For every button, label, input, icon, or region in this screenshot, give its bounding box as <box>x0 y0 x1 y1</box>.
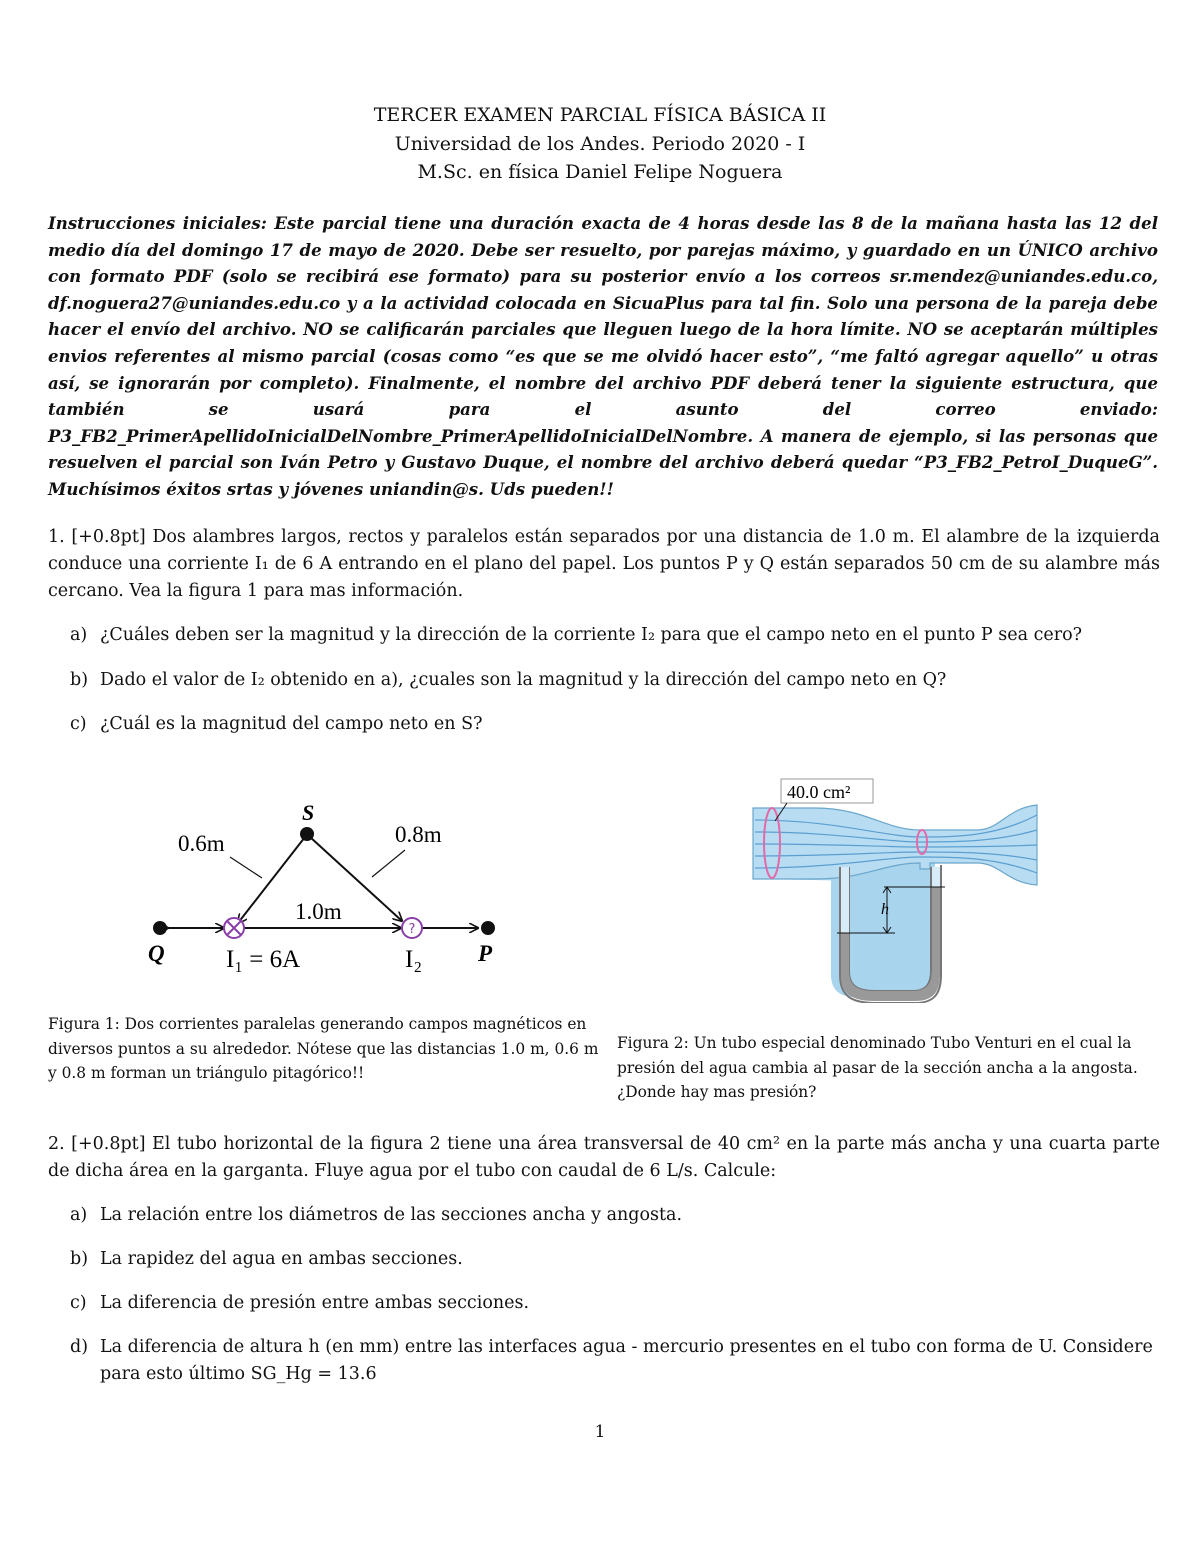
question-2-text: 2. [+0.8pt] El tubo horizontal de la figura 2 tiene una área transversal de 40 cm² en la parte más ancha y una cuarta parte de dicha área en la garganta. Fluye agua por el tubo con caudal de 6 L/s. Calcule: <box>48 1134 1160 1181</box>
item-text: La diferencia de altura h (en mm) entre las interfaces agua - mercurio presentes en el tubo con forma de U. Considere para esto último SG_Hg = 13.6 <box>100 1337 1153 1384</box>
label-q: Q <box>148 941 165 966</box>
exam-subtitle: Universidad de los Andes. Periodo 2020 - I <box>394 133 806 155</box>
exam-author: M.Sc. en física Daniel Felipe Noguera <box>417 161 783 183</box>
question-1b <box>70 667 1160 694</box>
item-text: La relación entre los diámetros de las secciones ancha y angosta. <box>100 1205 683 1225</box>
label-s: S <box>302 800 315 825</box>
leader-08 <box>372 850 405 877</box>
item-label: b) <box>70 1249 89 1269</box>
point-p <box>481 921 495 935</box>
unknown-direction-mark: ? <box>408 922 416 937</box>
item-text: ¿Cuáles deben ser la magnitud y la dirección de la corriente I₂ para que el campo neto en el punto P sea cero? <box>100 625 1083 645</box>
label-08m: 0.8m <box>395 822 442 847</box>
figure-1-caption: Figura 1: Dos corrientes paralelas generando campos magnéticos en diversos puntos a su alrededor. Nótese que las distancias 1.0 m, 0.6 m y 0.8 m forman un triángulo pitagórico!! <box>48 1015 599 1082</box>
label-10m: 1.0m <box>295 899 342 924</box>
point-s <box>300 827 314 841</box>
question-2a <box>70 1202 1160 1229</box>
item-label: a) <box>70 625 88 645</box>
page-number: 1 <box>594 1422 606 1442</box>
label-i2: I₂ <box>405 946 423 973</box>
item-label: c) <box>70 1293 87 1313</box>
question-2b <box>70 1246 1160 1273</box>
label-06m: 0.6m <box>178 831 225 856</box>
item-text: ¿Cuál es la magnitud del campo neto en S? <box>100 714 483 734</box>
item-text: La diferencia de presión entre ambas secciones. <box>100 1293 530 1313</box>
item-label: b) <box>70 670 89 690</box>
item-label: d) <box>70 1337 89 1357</box>
question-1a <box>70 622 1160 649</box>
instructions-paragraph: Instrucciones iniciales: Este parcial tiene una duración exacta de 4 horas desde las 8 de la mañana hasta las 12 del medio día del domingo 17 de mayo de 2020. Debe ser resuelto, por parejas máximo, y guardado en un ÚNICO archivo con formato PDF (solo se recibirá ese formato) para su posterior envío a los correos sr.mendez@uniandes.edu.co, df.noguera27@uniandes.edu.co y a la actividad colocada en SicuaPlus para tal fin. Solo una persona de la pareja debe hacer el envío del archivo. NO se calificarán parciales que lleguen luego de la hora límite. NO se aceptarán múltiples envios referentes al mismo parcial (cosas como “es que se me olvidó hacer esto”, “me faltó agregar aquello” u otras así, se ignorarán por completo). Finalmente, el nombre del archivo PDF deberá tener la siguiente estructura, que también se usará para el asunto del correo enviado: P3_FB2_PrimerApellidoInicialDelNombre_PrimerApellidoInicialDelNombre. A manera de ejemplo, si las personas que resuelven el parcial son Iván Petro y Gustavo Duque, el nombre del archivo deberá quedar “P3_FB2_PetroI_DuqueG”. Muchísimos éxitos srtas y jóvenes uniandin@s. Uds pueden!! <box>48 213 1158 499</box>
u-right-water <box>932 867 940 887</box>
question-1-text: 1. [+0.8pt] Dos alambres largos, rectos y paralelos están separados por una distancia de 1.0 m. El alambre de la izquierda conduce una corriente I₁ de 6 A entrando en el plano del papel. Los puntos P y Q están separados 50 cm de su alambre más cercano. Vea la figura 1 para mas información. <box>48 527 1160 601</box>
label-i1: I₁ = 6A <box>226 946 301 973</box>
figure-2-venturi-diagram <box>745 775 1065 1003</box>
leader-06 <box>230 857 262 878</box>
item-text: Dado el valor de I₂ obtenido en a), ¿cuales son la magnitud y la dirección del campo neto en Q? <box>100 670 947 690</box>
figure-1-wires-diagram <box>140 795 520 980</box>
question-2d <box>70 1334 1160 1388</box>
item-text: La rapidez del agua en ambas secciones. <box>100 1249 463 1269</box>
exam-title: TERCER EXAMEN PARCIAL FÍSICA BÁSICA II <box>373 104 827 126</box>
u-left-water <box>841 867 849 933</box>
question-2c <box>70 1290 1160 1317</box>
label-h: h <box>881 901 889 918</box>
question-1c <box>70 711 1160 738</box>
point-q <box>153 921 167 935</box>
figure-2-caption: Figura 2: Un tubo especial denominado Tubo Venturi en el cual la presión del agua cambia al pasar de la sección ancha a la angosta. ¿Donde hay mas presión? <box>617 1034 1138 1101</box>
label-area: 40.0 cm² <box>787 782 851 802</box>
item-label: c) <box>70 714 87 734</box>
item-label: a) <box>70 1205 88 1225</box>
label-p: P <box>478 941 493 966</box>
